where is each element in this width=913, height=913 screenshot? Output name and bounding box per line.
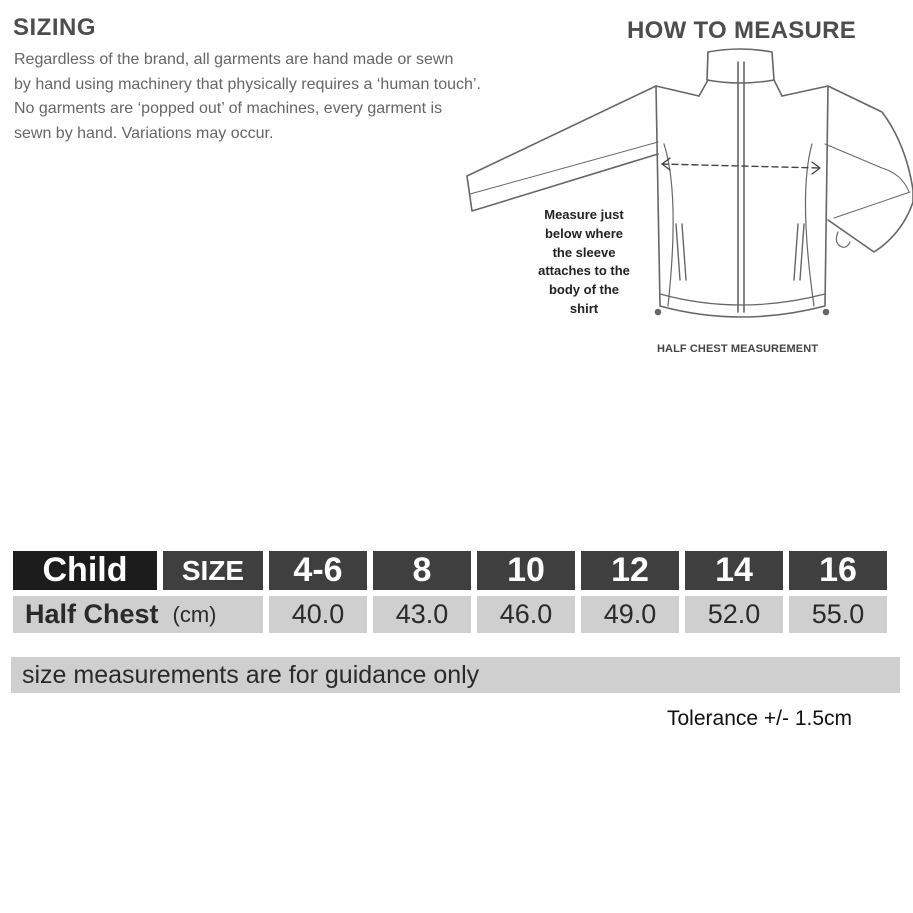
guidance-note: size measurements are for guidance only bbox=[22, 661, 480, 689]
measure-note-line: shirt bbox=[569, 300, 599, 316]
size-cell: 10 bbox=[477, 551, 575, 590]
half-chest-cell: 43.0 bbox=[373, 596, 471, 633]
measure-note-line: below where bbox=[544, 225, 624, 241]
half-chest-label bbox=[13, 596, 263, 633]
half-chest-cell: 52.0 bbox=[685, 596, 783, 633]
sizing-line: sewn by hand. Variations may occur. bbox=[14, 124, 274, 142]
half-chest-cell: 40.0 bbox=[269, 596, 367, 633]
tolerance-note: Tolerance +/- 1.5cm bbox=[667, 707, 853, 730]
sizing-line: Regardless of the brand, all garments are hand made or sewn bbox=[14, 51, 454, 68]
size-cell: 16 bbox=[789, 551, 887, 590]
half-chest-label-text: Half Chest bbox=[25, 599, 159, 629]
measure-note-line: Measure just bbox=[544, 207, 624, 222]
size-label: SIZE bbox=[163, 551, 263, 590]
size-header-row bbox=[13, 551, 887, 590]
measure-note-line: body of the bbox=[548, 282, 620, 298]
size-cell: 12 bbox=[581, 551, 679, 590]
sizing-heading: SIZING bbox=[13, 14, 97, 41]
size-cell: 14 bbox=[685, 551, 783, 590]
measure-note-line: the sleeve bbox=[552, 244, 616, 260]
measure-note bbox=[525, 206, 643, 319]
half-chest-row bbox=[13, 596, 887, 633]
sizing-line: by hand using machinery that physically requires a ‘human touch’. bbox=[14, 75, 481, 93]
category-label: Child bbox=[13, 551, 157, 590]
sizing-line: No garments are ‘popped out’ of machines, every garment is bbox=[14, 100, 443, 117]
half-chest-cell: 55.0 bbox=[789, 596, 887, 633]
half-chest-cell: 46.0 bbox=[477, 596, 575, 633]
half-chest-caption: HALF CHEST MEASUREMENT bbox=[657, 343, 819, 355]
half-chest-cell: 49.0 bbox=[581, 596, 679, 633]
how-to-measure-heading: HOW TO MEASURE bbox=[627, 17, 857, 44]
size-cell: 8 bbox=[373, 551, 471, 590]
measure-note-line: attaches to the bbox=[538, 263, 630, 279]
size-cell: 4-6 bbox=[269, 551, 367, 590]
unit-label: (cm) bbox=[172, 601, 217, 627]
